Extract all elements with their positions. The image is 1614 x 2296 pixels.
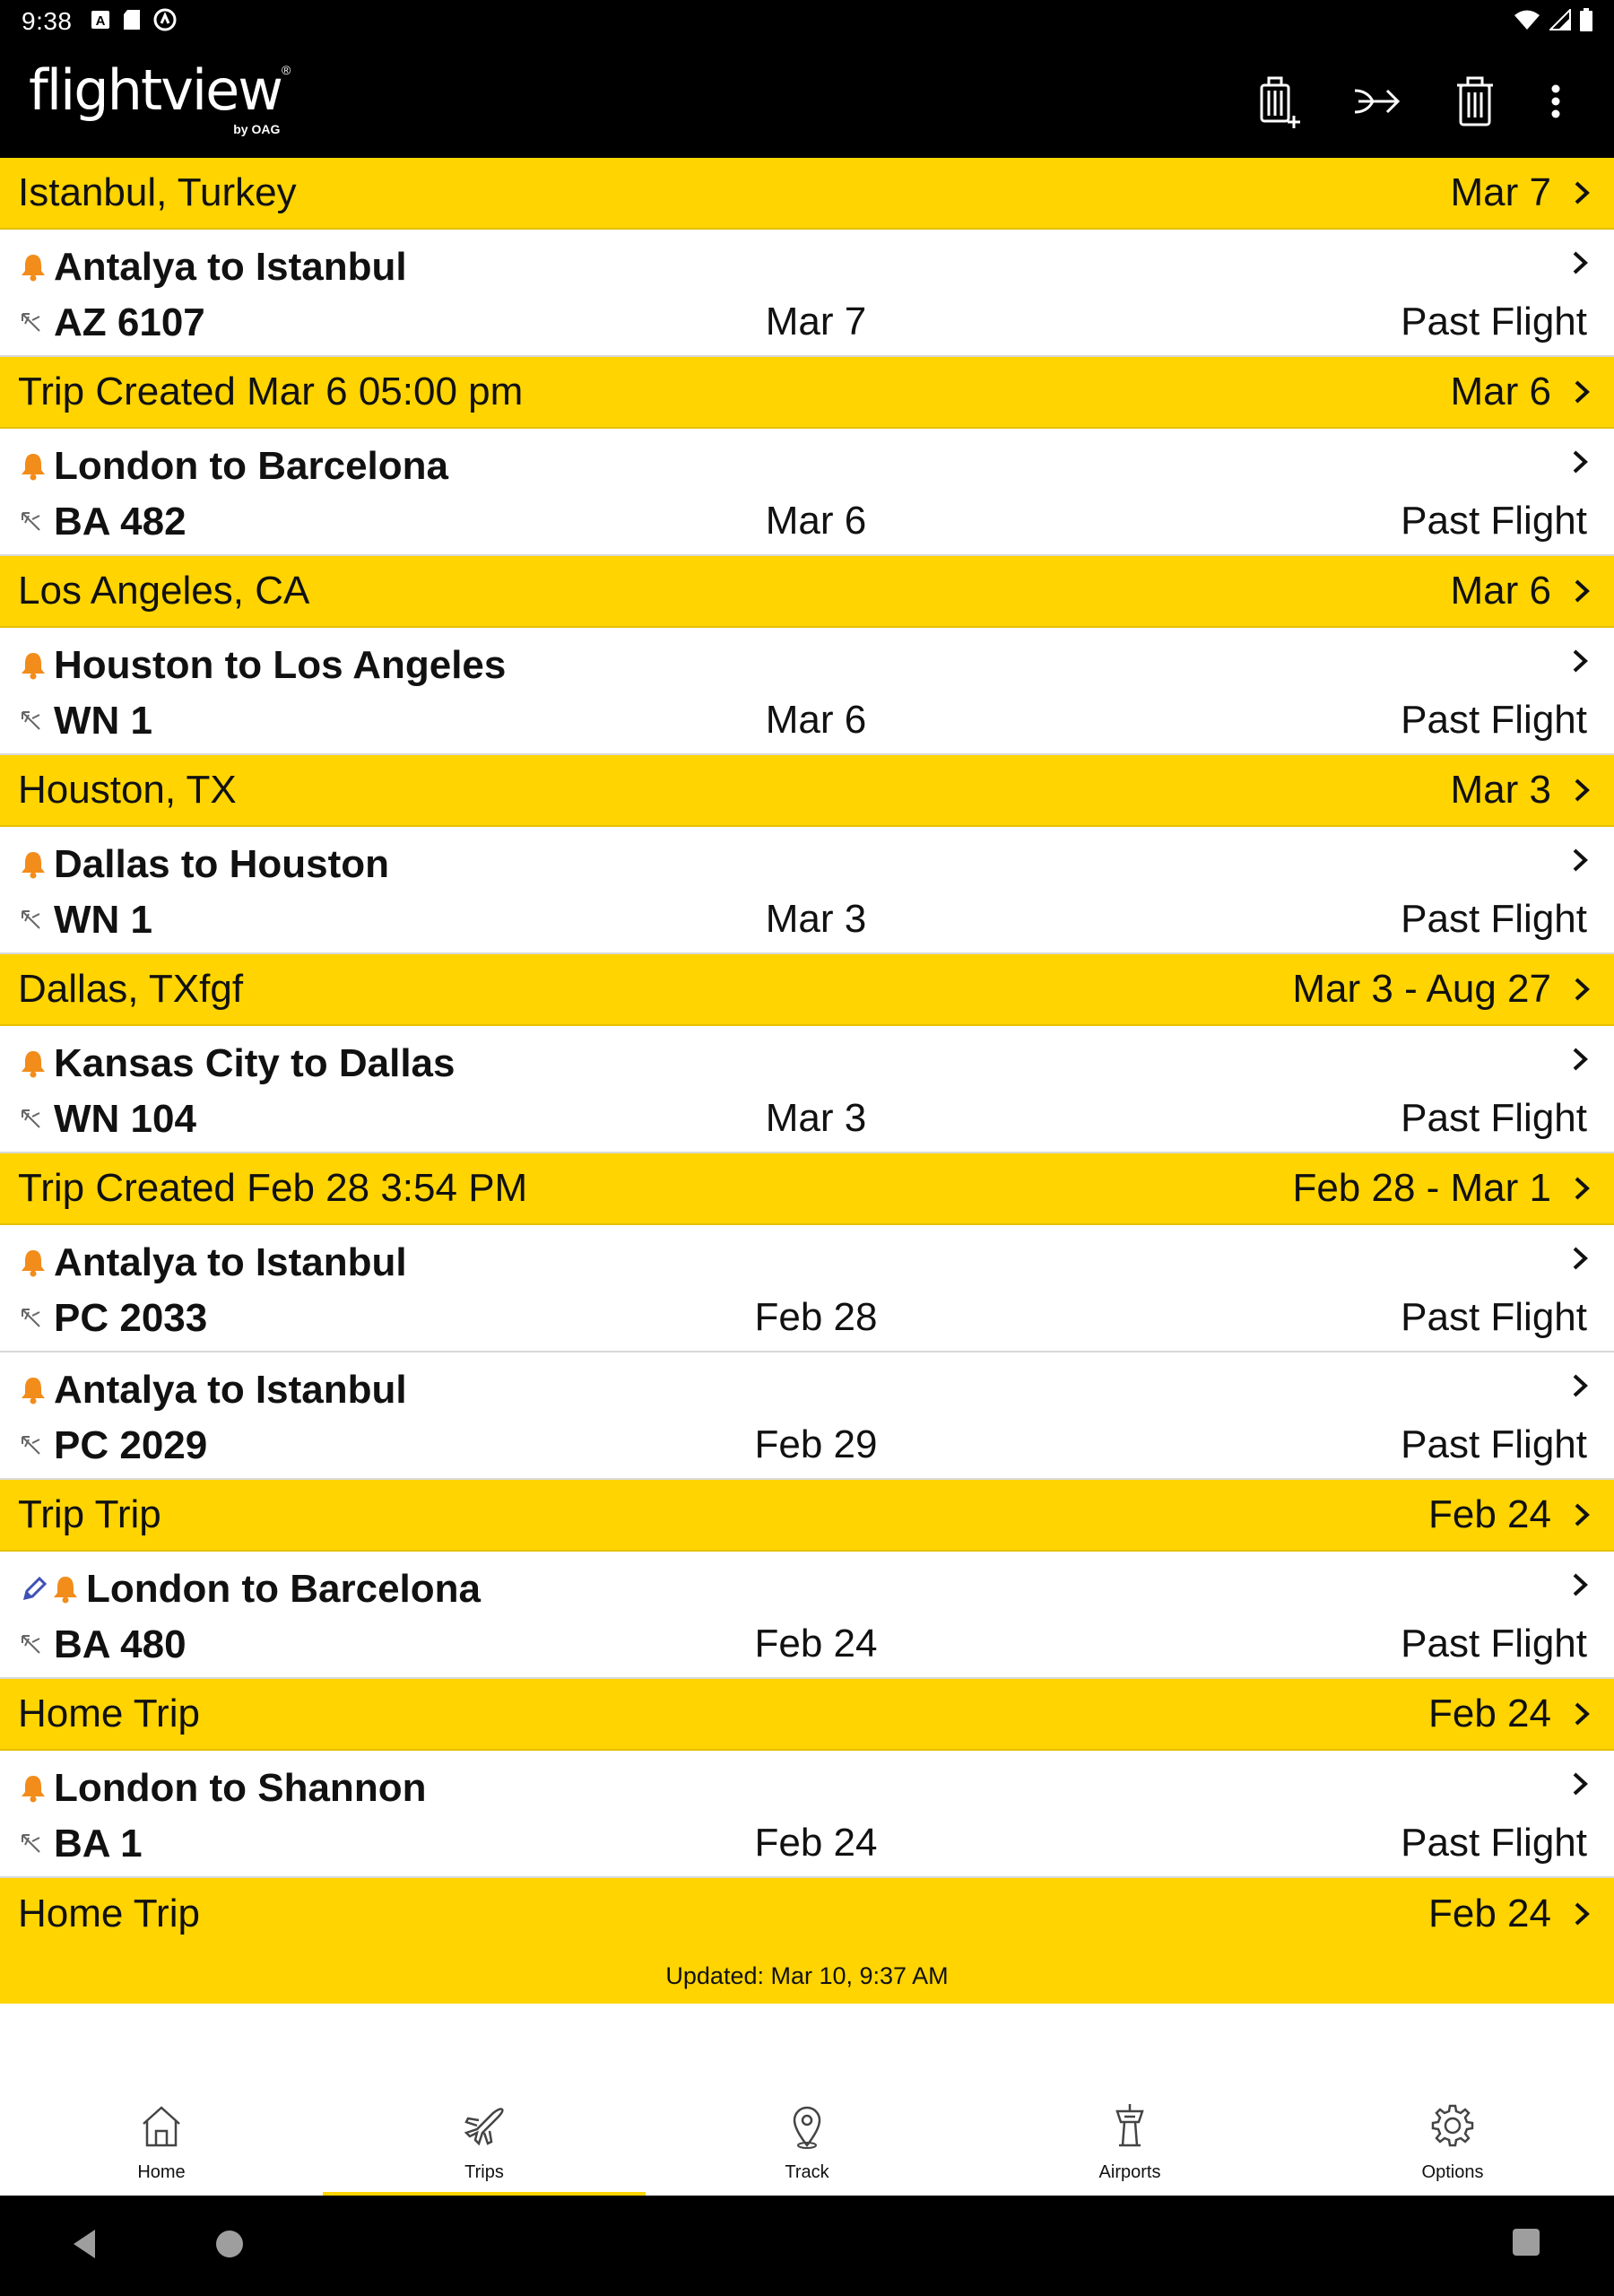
flight-number: PC 2033 [54,1296,208,1340]
chevron-right-icon [1573,1900,1592,1927]
alert-bell-icon [20,1774,47,1803]
location-pin-icon [782,2079,832,2155]
flight-date: Mar 3 [765,1096,867,1140]
flight-number: PC 2029 [54,1423,208,1467]
flight-route: Dallas to Houston [54,842,390,886]
trip-name: Trip Created Mar 6 05:00 pm [18,370,524,413]
flight-route: London to Barcelona [86,1567,481,1611]
more-vert-icon [1550,83,1561,119]
flight-row[interactable] [0,1751,1614,1878]
add-trip-icon [1253,73,1303,130]
nav-options[interactable] [1291,2079,1614,2196]
alert-bell-icon [52,1575,79,1604]
trip-name: Trip Created Feb 28 3:54 PM [18,1166,528,1210]
trip-dates: Mar 7 [1450,170,1551,214]
note-pencil-icon [20,1575,48,1604]
flight-number: BA 480 [54,1622,187,1666]
alert-bell-icon [20,1376,47,1405]
trip-name: Istanbul, Turkey [18,170,297,214]
a-icon [91,10,110,34]
nav-label: Track [785,2162,829,2182]
flightview-logo: flightview® by OAG [29,57,291,136]
gear-icon [1427,2079,1478,2155]
flight-status: Past Flight [1401,499,1587,543]
flight-status: Past Flight [1401,1422,1587,1466]
chevron-right-icon [1573,1501,1592,1528]
trip-name: Houston, TX [18,768,237,812]
chevron-right-icon [1571,1046,1591,1073]
flight-route: Antalya to Istanbul [54,245,407,289]
flight-route: London to Barcelona [54,444,448,488]
alert-bell-icon [20,1049,47,1078]
trip-dates: Feb 24 [1428,1892,1551,1935]
flight-row[interactable] [0,628,1614,755]
signal-icon [1549,9,1571,35]
chevron-right-icon [1573,1700,1592,1727]
flight-row[interactable] [0,1352,1614,1480]
control-tower-icon [1105,2079,1155,2155]
delete-button[interactable] [1426,70,1524,133]
trip-header[interactable] [0,1878,1614,1950]
status-time: 9:38 [22,7,73,35]
flight-status: Past Flight [1401,1622,1587,1665]
flight-date: Feb 28 [754,1295,878,1339]
delete-icon [1455,76,1495,126]
chevron-right-icon [1573,378,1592,405]
flight-row[interactable] [0,429,1614,556]
trip-header[interactable] [0,1153,1614,1225]
status-bar [0,0,1614,43]
flight-row[interactable] [0,1552,1614,1679]
trip-name: Home Trip [18,1892,200,1935]
trip-dates: Mar 6 [1450,370,1551,413]
chevron-right-icon [1571,1770,1591,1797]
trip-name: Los Angeles, CA [18,569,310,613]
trip-header[interactable] [0,1480,1614,1552]
trip-header[interactable] [0,556,1614,628]
flight-status: Past Flight [1401,1821,1587,1865]
logo-subtitle: by OAG [233,122,281,136]
nav-label: Options [1421,2162,1484,2182]
flight-number: WN 104 [54,1097,196,1141]
flight-route: Antalya to Istanbul [54,1368,407,1412]
chevron-right-icon [1571,448,1591,475]
trip-name: Home Trip [18,1692,200,1735]
flight-route: Houston to Los Angeles [54,643,507,687]
flight-date: Feb 29 [754,1422,878,1466]
recents-nav-icon[interactable] [1512,2228,1540,2257]
bottom-navigation [0,2079,1614,2196]
trip-dates: Mar 3 [1450,768,1551,812]
home-icon [136,2079,187,2155]
trip-header[interactable] [0,954,1614,1026]
app-bar [0,43,1614,158]
alert-bell-icon [20,452,47,481]
chevron-right-icon [1573,578,1592,604]
trip-header[interactable] [0,755,1614,827]
chevron-right-icon [1571,1372,1591,1399]
nav-label: Airports [1098,2162,1161,2182]
flight-date: Mar 7 [765,300,867,344]
wifi-icon [1514,9,1540,35]
flight-date: Feb 24 [754,1821,878,1865]
trip-name: Trip Trip [18,1492,161,1536]
flight-date: Mar 6 [765,698,867,742]
updated-timestamp: Updated: Mar 10, 9:37 AM [0,1948,1614,2004]
alert-bell-icon [20,1248,47,1277]
flight-date: Feb 24 [754,1622,878,1665]
flight-status: Past Flight [1401,1096,1587,1140]
flight-row[interactable] [0,230,1614,357]
trip-header[interactable] [0,357,1614,429]
trip-dates: Feb 28 - Mar 1 [1292,1166,1551,1210]
flight-route: Kansas City to Dallas [54,1041,456,1085]
trip-list [0,158,1614,2004]
flight-number: BA 1 [54,1822,143,1866]
flight-row[interactable] [0,1225,1614,1352]
more-options-button[interactable] [1524,70,1587,133]
alert-bell-icon [20,651,47,680]
chevron-right-icon [1573,179,1592,206]
system-nav-bar [0,2196,1614,2296]
nav-airports[interactable] [968,2079,1291,2196]
chevron-right-icon [1571,249,1591,276]
flight-number: WN 1 [54,898,152,942]
nav-track[interactable] [646,2079,968,2196]
svg-text:A: A [95,13,105,29]
flight-date: Mar 3 [765,897,867,941]
home-nav-icon[interactable] [213,2228,246,2260]
nav-trips[interactable] [323,2079,646,2196]
flight-status: Past Flight [1401,698,1587,742]
forward-icon [1351,83,1401,119]
chevron-right-icon [1571,1245,1591,1272]
trip-name: Dallas, TXfgf [18,967,244,1011]
alert-bell-icon [20,253,47,282]
trip-dates: Feb 24 [1428,1692,1551,1735]
battery-icon [1580,8,1592,36]
flight-row[interactable] [0,1026,1614,1153]
chevron-right-icon [1573,777,1592,804]
flight-route: Antalya to Istanbul [54,1240,407,1284]
chevron-right-icon [1573,976,1592,1003]
trip-header[interactable] [0,1679,1614,1751]
flight-row[interactable] [0,827,1614,954]
plane-icon [459,2079,509,2155]
nav-label: Trips [464,2162,504,2182]
flight-status: Past Flight [1401,300,1587,344]
chevron-right-icon [1573,1175,1592,1202]
chevron-right-icon [1571,648,1591,674]
trip-dates: Mar 6 [1450,569,1551,613]
trip-dates: Mar 3 - Aug 27 [1292,967,1551,1011]
sd-card-icon [123,9,141,35]
flight-date: Mar 6 [765,499,867,543]
alert-bell-icon [20,850,47,879]
flight-number: WN 1 [54,699,152,743]
forward-button[interactable] [1327,70,1426,133]
chevron-right-icon [1571,1571,1591,1598]
flight-route: London to Shannon [54,1766,427,1810]
back-nav-icon[interactable] [70,2228,99,2260]
nav-home[interactable] [0,2079,323,2196]
flight-status: Past Flight [1401,1295,1587,1339]
sync-icon [153,8,177,36]
flight-status: Past Flight [1401,897,1587,941]
nav-label: Home [137,2162,186,2182]
trip-dates: Feb 24 [1428,1492,1551,1536]
chevron-right-icon [1571,847,1591,874]
flight-number: AZ 6107 [54,300,205,344]
add-trip-button[interactable] [1228,70,1327,133]
trip-header[interactable] [0,158,1614,230]
flight-number: BA 482 [54,500,187,544]
